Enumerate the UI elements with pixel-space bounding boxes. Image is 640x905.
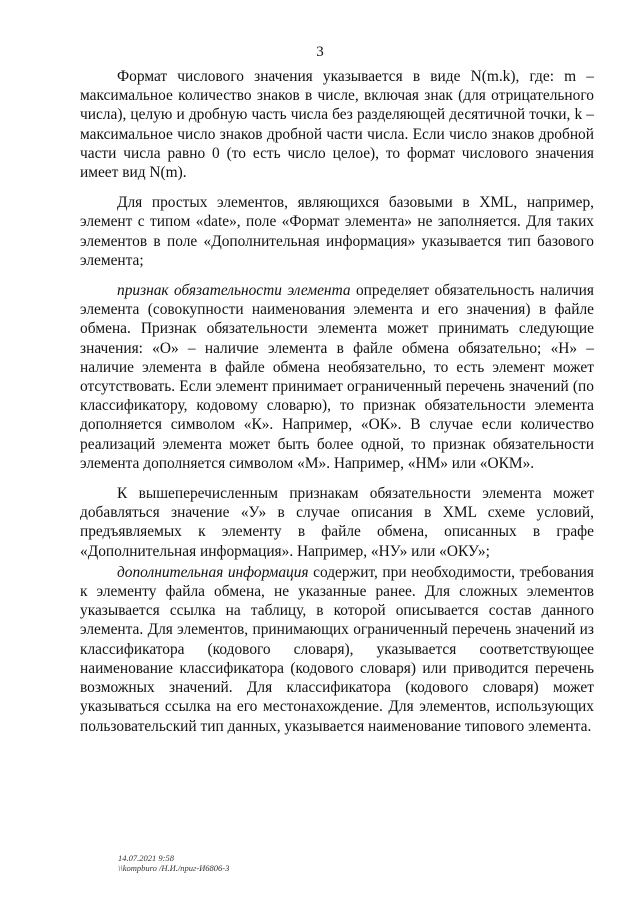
term-additional-info: дополнительная информация	[117, 563, 309, 581]
paragraph-condition-flag: К вышеперечисленным признакам обязательности элемента может добавляться значение «У» в случае описания в XML схеме условий, предъявляемых к элементу в файле обмена, описанных в графе «Дополнительная информация». Например, «НУ» или «ОКУ»;	[80, 485, 594, 560]
paragraph-simple-elements: Для простых элементов, являющихся базовыми в XML, например, элемент с типом «date», поле «Формат элемента» не заполняется. Для таких элементов в поле «Дополнительная информация» указывается тип базового элемента;	[80, 194, 594, 269]
paragraph-mandatory-flag	[80, 281, 594, 473]
paragraph-additional-info-text: содержит, при необходимости, требования к элементу файла обмена, не указанные ранее. Для сложных элементов указывается ссылка на таблицу, в которой описывается состав данного элемента. Для элементов, принимающих ограниченный перечень значений из классификатора (кодового словаря), указывается соответствующее наименование классификатора (кодового словаря) или приводится перечень возможных значений. Для классификатора (кодового словаря) может указываться ссылка на его местонахождение. Для элементов, использующих пользовательский тип данных, указывается наименование типового элемента.	[80, 563, 594, 735]
footer-file-path: \\kompburo /Н.И./приг-И6806-3	[118, 863, 230, 873]
paragraph-mandatory-flag-text: определяет обязательность наличия элемента (совокупности наименования элемента и его значения) в файле обмена. Признак обязательности элемента может принимать следующие значения: «О» – наличие элемента в файле обмена обязательно; «Н» – наличие элемента в файле обмена необязательно, то есть элемент может отсутствовать. Если элемент принимает ограниченный перечень значений (по классификатору, кодовому словарю), то признак обязательности элемента дополняется символом «К». Например, «ОК». В случае если количество реализаций элемента может быть более одной, то признак обязательности элемента дополняется символом «М». Например, «НМ» или «ОКМ».	[80, 282, 594, 472]
footer-stamp	[118, 853, 229, 873]
document-body	[80, 67, 594, 736]
paragraph-number-format: Формат числового значения указывается в виде N(m.k), где: m – максимальное количество знаков в числе, включая знак (для отрицательного числа), целую и дробную часть числа без разделяющей десятичной точки, k – максимальное число знаков дробной части числа. Если число знаков дробной части числа равно 0 (то есть число целое), то формат числового значения имеет вид N(m).	[80, 68, 594, 182]
term-mandatory-flag: признак обязательности элемента	[117, 282, 351, 300]
footer-timestamp: 14.07.2021 9:58	[118, 853, 174, 863]
paragraph-additional-info	[80, 563, 594, 736]
page-number: 3	[316, 44, 324, 60]
